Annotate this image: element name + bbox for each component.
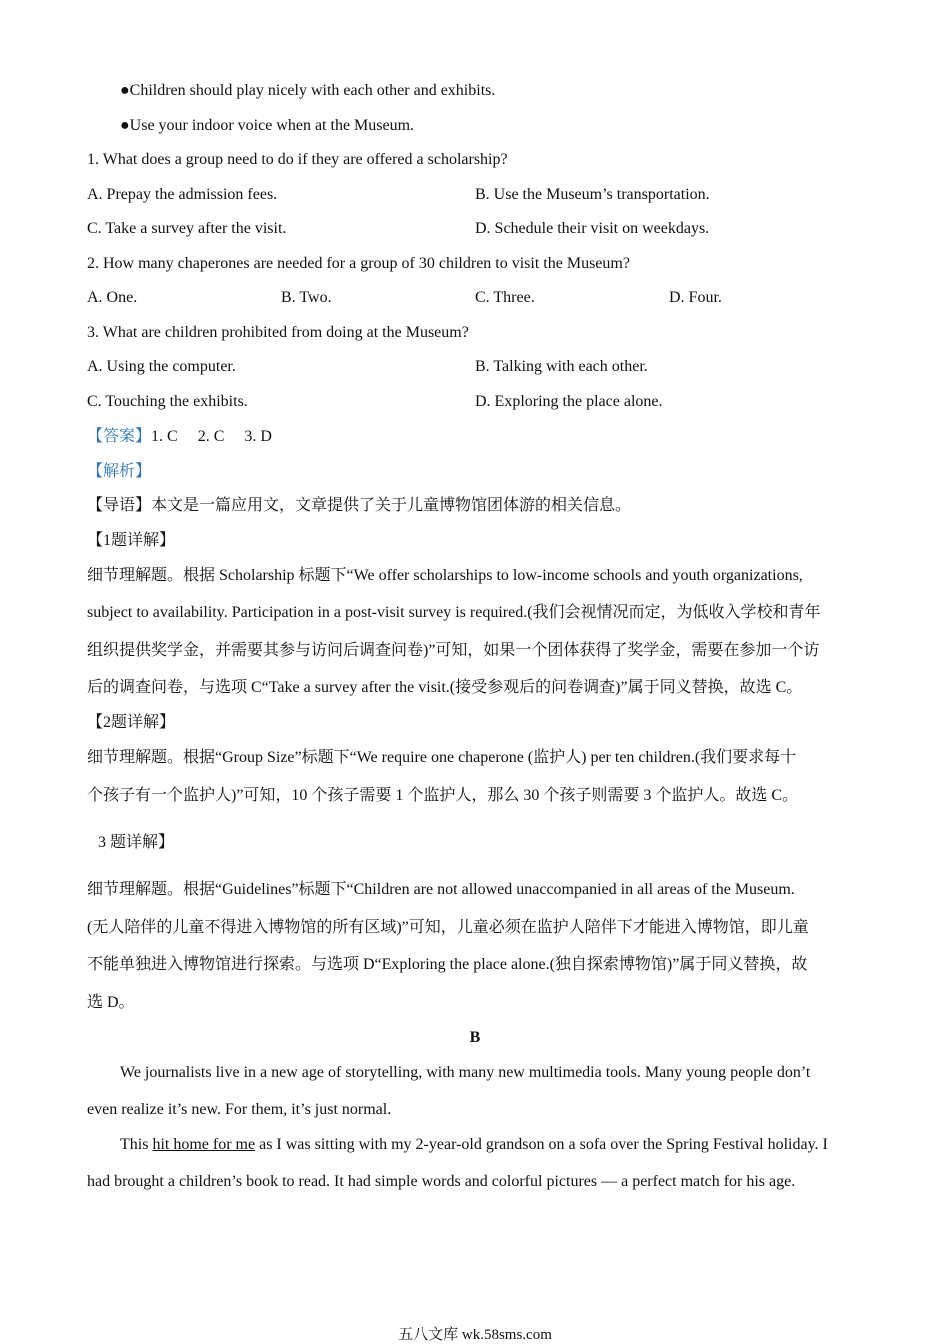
q1-option-b: B. Use the Museum’s transportation. <box>475 186 710 203</box>
detail-1-line: subject to availability. Participation in a post-visit survey is required.(我们会视情况而定，为低收入学校和青年 <box>87 604 821 621</box>
answer-line <box>87 427 272 447</box>
detail-1-title: 【1题详解】 <box>87 532 176 549</box>
detail-1-line: 后的调查问卷，与选项 C“Take a survey after the visit.(接受参观后的问卷调查)”属于同义替换，故选 C。 <box>87 679 803 696</box>
detail-3-line: 选 D。 <box>87 994 135 1011</box>
detail-2-title: 【2题详解】 <box>87 714 176 731</box>
detail-3-line: 细节理解题。根据“Guidelines”标题下“Children are not allowed unaccompanied in all areas of the Museum. <box>87 881 795 898</box>
passage-line <box>120 1135 828 1155</box>
q3-option-d: D. Exploring the place alone. <box>475 393 663 410</box>
question-1: 1. What does a group need to do if they are offered a scholarship? <box>87 151 508 168</box>
passage-line: had brought a children’s book to read. It had simple words and colorful pictures — a perfect match for his age. <box>87 1173 796 1190</box>
question-3: 3. What are children prohibited from doing at the Museum? <box>87 324 469 341</box>
detail-3-line: (无人陪伴的儿童不得进入博物馆的所有区域)”可知，儿童必须在监护人陪伴下才能进入博物馆，即儿童 <box>87 919 809 936</box>
q2-option-a: A. One. <box>87 289 138 306</box>
q3-option-b: B. Talking with each other. <box>475 358 648 375</box>
guideline-bullet: ●Use your indoor voice when at the Museum. <box>120 117 415 134</box>
q3-option-a: A. Using the computer. <box>87 358 236 375</box>
passage-text: as I was sitting with my 2-year-old grandson on a sofa over the Spring Festival holiday. I <box>255 1136 828 1153</box>
passage-line: even realize it’s new. For them, it’s just normal. <box>87 1101 392 1118</box>
q1-option-c: C. Take a survey after the visit. <box>87 220 287 237</box>
section-heading: B <box>469 1029 481 1046</box>
q3-option-c: C. Touching the exhibits. <box>87 393 248 410</box>
analysis-label: 【解析】 <box>87 463 152 480</box>
underlined-phrase: hit home for me <box>152 1136 256 1153</box>
answer-label: 【答案】 <box>87 428 152 445</box>
passage-text: This <box>120 1136 153 1153</box>
detail-3-line: 不能单独进入博物馆进行探索。与选项 D“Exploring the place alone.(独自探索博物馆)”属于同义替换，故 <box>87 956 808 973</box>
detail-1-line: 细节理解题。根据 Scholarship 标题下“We offer scholarships to low-income schools and youth organizations, <box>87 567 803 584</box>
detail-2-line: 个孩子有一个监护人)”可知，10 个孩子需要 1 个监护人，那么 30 个孩子则需要 3 个监护人。故选 C。 <box>87 787 799 804</box>
detail-2-line: 细节理解题。根据“Group Size”标题下“We require one chaperone (监护人) per ten children.(我们要求每十 <box>87 749 797 766</box>
detail-3-title: 3 题详解】 <box>98 834 175 851</box>
q2-option-d: D. Four. <box>669 289 722 306</box>
guideline-bullet: ●Children should play nicely with each other and exhibits. <box>120 82 496 99</box>
passage-line: We journalists live in a new age of storytelling, with many new multimedia tools. Many young people don’t <box>120 1064 811 1081</box>
q1-option-d: D. Schedule their visit on weekdays. <box>475 220 710 237</box>
answer-text: 1. C 2. C 3. D <box>151 428 272 445</box>
detail-1-line: 组织提供奖学金，并需要其参与访问后调查问卷)”可知，如果一个团体获得了奖学金，需要在参加一个访 <box>87 642 820 659</box>
q1-option-a: A. Prepay the admission fees. <box>87 186 278 203</box>
q2-option-c: C. Three. <box>475 289 535 306</box>
page-footer: 五八文库 wk.58sms.com <box>398 1327 552 1343</box>
q2-option-b: B. Two. <box>281 289 332 306</box>
question-2: 2. How many chaperones are needed for a group of 30 children to visit the Museum? <box>87 255 630 272</box>
guide-text: 【导语】本文是一篇应用文，文章提供了关于儿童博物馆团体游的相关信息。 <box>87 497 632 514</box>
